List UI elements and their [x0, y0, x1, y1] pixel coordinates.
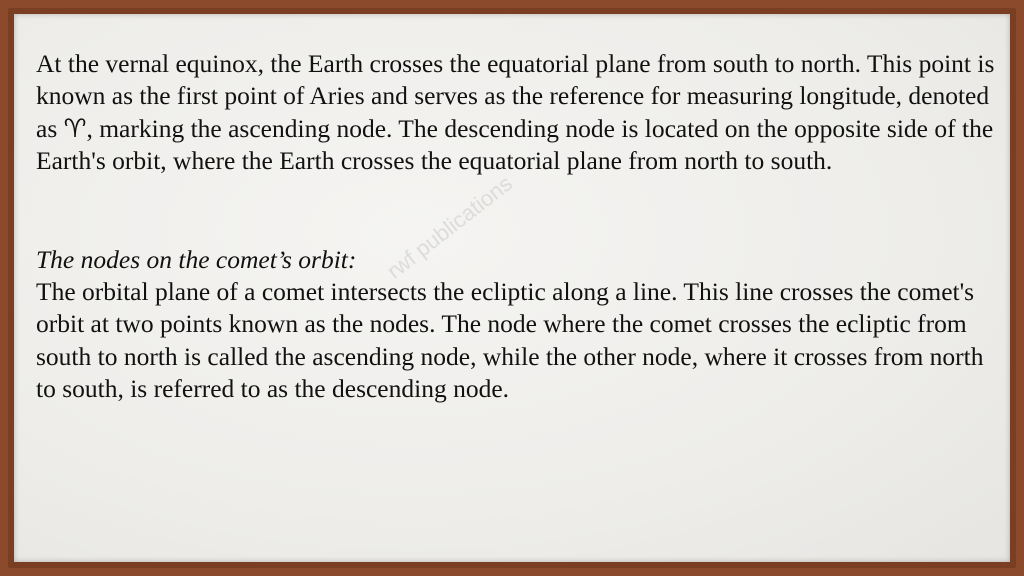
section-heading: The nodes on the comet’s orbit: [36, 244, 357, 274]
watermark: rwf publications [382, 170, 517, 284]
slide [14, 14, 1010, 562]
paragraph-vernal-equinox: At the vernal equinox, the Earth crosses the equatorial plane from south to north. This point is known as the first point of Aries and serves as the reference for measuring longitude, denoted as ♈︎, marking the ascending node. The descending node is located on the opposite side of the Earth's orbit, where the Earth crosses the equatorial plane from north to south. [36, 49, 995, 176]
paragraph-comet-nodes: The orbital plane of a comet intersects the ecliptic along a line. This line crosses the comet's orbit at two points known as the nodes. The node where the comet crosses the ecliptic from south to north is called the ascending node, while the other node, where it crosses from north to south, is referred to as the descending node. [36, 277, 984, 404]
slide-content [36, 48, 996, 406]
slide-frame [8, 8, 1016, 568]
